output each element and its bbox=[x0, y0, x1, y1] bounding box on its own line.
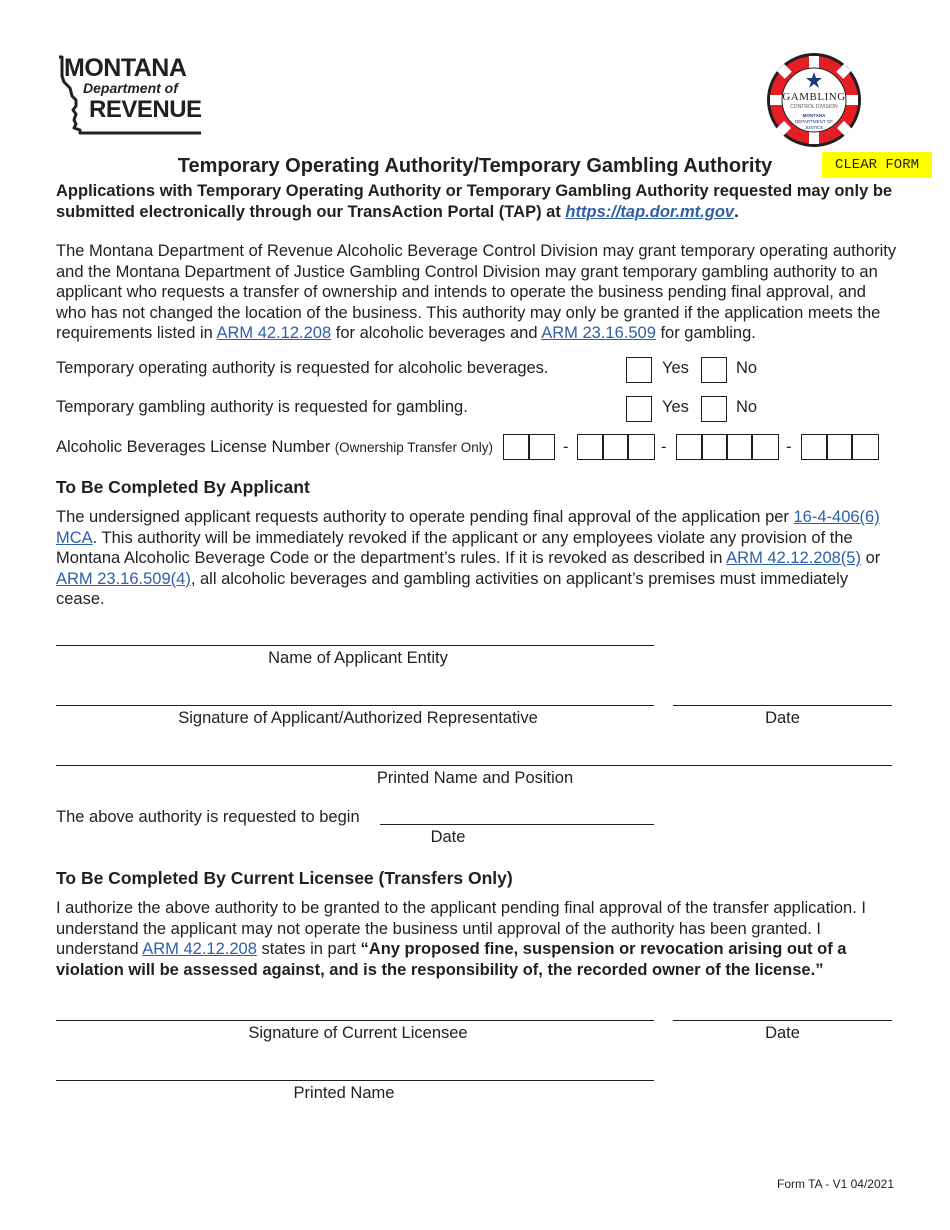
license-note: (Ownership Transfer Only) bbox=[334, 440, 493, 455]
license-separator: - bbox=[563, 438, 569, 456]
intro-paragraph bbox=[56, 241, 898, 344]
applicant-paragraph bbox=[56, 507, 898, 610]
licensee-arm-42-12-208-link[interactable]: ARM 42.12.208 bbox=[142, 940, 257, 958]
intro-end: for gambling. bbox=[655, 324, 756, 342]
q1-label: Temporary operating authority is requested for alcoholic beverages. bbox=[56, 359, 549, 377]
form-version: Form TA - V1 04/2021 bbox=[777, 1177, 894, 1191]
license-separator: - bbox=[786, 438, 792, 456]
license-digit[interactable] bbox=[751, 434, 779, 460]
seal-control-division: CONTROL DIVISION bbox=[790, 104, 838, 110]
applicant-text-3: or bbox=[860, 549, 881, 567]
license-digit[interactable] bbox=[851, 434, 879, 460]
licensee-quote: “Any proposed fine, suspension or revocation arising out of a violation will be assessed against, and is the responsibility of, the recorded owner of the license.” bbox=[56, 940, 847, 979]
license-group-2[interactable] bbox=[577, 434, 655, 460]
licensee-text-2: states in part bbox=[256, 940, 361, 958]
license-group-3[interactable] bbox=[676, 434, 779, 460]
begin-date-line[interactable] bbox=[380, 824, 654, 825]
logo-montana: MONTANA bbox=[64, 54, 187, 82]
license-digit[interactable] bbox=[676, 434, 703, 460]
applicant-heading: To Be Completed By Applicant bbox=[56, 477, 310, 497]
license-separator: - bbox=[661, 438, 667, 456]
license-digit[interactable] bbox=[577, 434, 604, 460]
seal-justice: JUSTICE bbox=[804, 125, 824, 130]
seal-gambling: GAMBLING bbox=[782, 91, 846, 103]
applicant-signature-line[interactable] bbox=[56, 705, 654, 706]
intro-text: The Montana Department of Revenue Alcoholic Beverage Control Division may grant temporary operating authority and the Montana Department of Justice Gambling Control Division may grant temporary gambling authority to an applicant who requests a transfer of ownership and intends to operate the business pending final approval, and who has not changed the location of the business. This authority may only be granted if the application meets the requirements listed in bbox=[56, 242, 897, 342]
seal-department-of: DEPARTMENT OF bbox=[794, 119, 833, 124]
q2-no-checkbox[interactable] bbox=[701, 396, 727, 422]
applicant-printed-line[interactable] bbox=[56, 765, 892, 766]
license-digit[interactable] bbox=[701, 434, 728, 460]
licensee-paragraph bbox=[56, 898, 898, 980]
arm-42-12-208-link[interactable]: ARM 42.12.208 bbox=[216, 324, 332, 342]
mca-16-4-406-link[interactable]: 16-4-406(6) MCA bbox=[56, 508, 880, 547]
clear-form-button[interactable]: CLEAR FORM bbox=[822, 152, 932, 178]
begin-label: The above authority is requested to begin bbox=[56, 808, 360, 826]
license-group-4[interactable] bbox=[801, 434, 879, 460]
applicant-date-line[interactable] bbox=[673, 705, 892, 706]
logo-department-of: Department of bbox=[83, 80, 178, 96]
applicant-text-1: The undersigned applicant requests authority to operate pending final approval of the application per bbox=[56, 508, 794, 526]
license-digit[interactable] bbox=[826, 434, 853, 460]
license-label bbox=[56, 437, 493, 458]
license-group-1[interactable] bbox=[503, 434, 555, 460]
q2-no-label: No bbox=[736, 398, 758, 416]
q1-no-checkbox[interactable] bbox=[701, 357, 727, 383]
applicant-text-2: . This authority will be immediately revoked if the applicant or any employees violate any provision of the Montana Alcoholic Beverage Code or the department’s rules. If it is revoked as described in bbox=[56, 528, 853, 567]
licensee-signature-line[interactable] bbox=[56, 1020, 654, 1021]
arm-23-16-509-link[interactable]: ARM 23.16.509 bbox=[541, 324, 656, 342]
licensee-text-1: I authorize the above authority to be granted to the applicant pending final approval of the transfer application. I understand the applicant may not operate the business until approval of the authority has been granted. I understand bbox=[56, 899, 866, 958]
applicant-signature-caption: Signature of Applicant/Authorized Representative bbox=[178, 709, 538, 727]
licensee-date-line[interactable] bbox=[673, 1020, 892, 1021]
license-digit[interactable] bbox=[801, 434, 828, 460]
license-digit[interactable] bbox=[602, 434, 629, 460]
intro-bold-text: Applications with Temporary Operating Authority or Temporary Gambling Authority requested may only be submitted electronically through our TransAction Portal (TAP) at bbox=[56, 182, 893, 221]
license-digit[interactable] bbox=[627, 434, 655, 460]
licensee-signature-caption: Signature of Current Licensee bbox=[248, 1024, 468, 1042]
tap-portal-link[interactable]: https://tap.dor.mt.gov bbox=[565, 202, 735, 221]
q1-yes-label: Yes bbox=[662, 359, 689, 377]
seal-montana: MONTANA bbox=[802, 113, 826, 118]
form-title: Temporary Operating Authority/Temporary Gambling Authority bbox=[177, 155, 773, 177]
intro-bold-paragraph bbox=[56, 181, 896, 222]
licensee-date-caption: Date bbox=[765, 1024, 800, 1042]
gambling-control-seal bbox=[762, 52, 866, 148]
licensee-printed-line[interactable] bbox=[56, 1080, 654, 1081]
begin-date-caption: Date bbox=[430, 828, 466, 846]
license-label-text: Alcoholic Beverages License Number bbox=[56, 438, 331, 456]
applicant-date-caption: Date bbox=[765, 709, 800, 727]
q2-yes-checkbox[interactable] bbox=[626, 396, 652, 422]
intro-bold-end: . bbox=[734, 202, 739, 221]
applicant-printed-caption: Printed Name and Position bbox=[376, 769, 574, 787]
license-digit[interactable] bbox=[528, 434, 555, 460]
intro-mid: for alcoholic beverages and bbox=[331, 324, 542, 342]
license-digit[interactable] bbox=[726, 434, 753, 460]
license-digit[interactable] bbox=[503, 434, 530, 460]
applicant-entity-line[interactable] bbox=[56, 645, 654, 646]
licensee-heading: To Be Completed By Current Licensee (Transfers Only) bbox=[56, 868, 513, 888]
arm-23-16-509-4-link[interactable]: ARM 23.16.509(4) bbox=[56, 569, 191, 588]
q1-yes-checkbox[interactable] bbox=[626, 357, 652, 383]
logo-revenue: REVENUE bbox=[89, 96, 202, 123]
q1-no-label: No bbox=[736, 359, 758, 377]
applicant-entity-caption: Name of Applicant Entity bbox=[268, 649, 448, 667]
licensee-printed-caption: Printed Name bbox=[293, 1084, 395, 1102]
arm-42-12-208-5-link[interactable]: ARM 42.12.208(5) bbox=[726, 549, 861, 567]
montana-revenue-logo bbox=[56, 54, 206, 136]
q2-label: Temporary gambling authority is requested for gambling. bbox=[56, 398, 468, 416]
applicant-text-4: , all alcoholic beverages and gambling activities on applicant’s premises must immediately cease. bbox=[56, 569, 849, 608]
q2-yes-label: Yes bbox=[662, 398, 689, 416]
